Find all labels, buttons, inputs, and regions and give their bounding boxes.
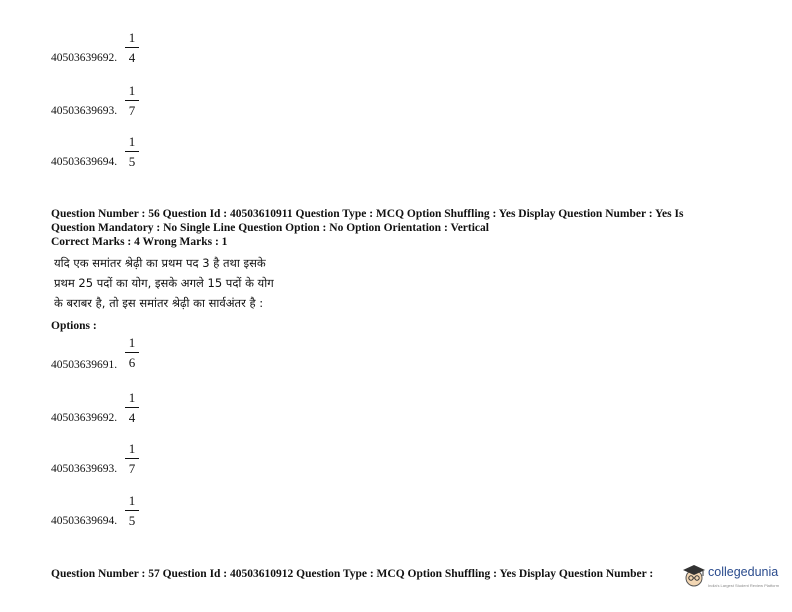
fraction-bar — [125, 47, 139, 48]
fraction-denominator: 5 — [128, 154, 136, 169]
option-id: 40503639692. — [51, 412, 118, 424]
option-id: 40503639694. — [51, 515, 118, 527]
brand-name: collegedunia — [708, 565, 779, 579]
question-text-line2: प्रथम 25 पदों का योग, इसके अगले 15 पदों के योग — [54, 276, 274, 290]
option-id: 40503639691. — [51, 359, 118, 371]
question-meta-line1: Question Number : 56 Question Id : 40503610911 Question Type : MCQ Option Shuffling : Yes Display Question Number : Yes Is — [51, 208, 684, 220]
fraction-numerator: 1 — [128, 83, 136, 98]
option-fraction — [125, 442, 139, 475]
option-fraction — [125, 391, 139, 424]
fraction-denominator: 4 — [128, 410, 136, 425]
fraction-numerator: 1 — [128, 493, 136, 508]
fraction-numerator: 1 — [128, 441, 136, 456]
question-marks: Correct Marks : 4 Wrong Marks : 1 — [51, 236, 228, 248]
option-fraction — [125, 31, 139, 64]
option-fraction — [125, 336, 139, 369]
fraction-bar — [125, 407, 139, 408]
fraction-bar — [125, 151, 139, 152]
option-fraction — [125, 494, 139, 527]
brand-tagline: India's Largest Student Review Platform — [708, 583, 780, 588]
fraction-numerator: 1 — [128, 30, 136, 45]
option-fraction — [125, 135, 139, 168]
fraction-denominator: 7 — [128, 103, 136, 118]
option-id: 40503639693. — [51, 105, 118, 117]
options-label: Options : — [51, 320, 97, 332]
question-text-line1: यदि एक समांतर श्रेढ़ी का प्रथम पद 3 है तथा इसके — [54, 256, 266, 270]
fraction-bar — [125, 458, 139, 459]
fraction-numerator: 1 — [128, 134, 136, 149]
fraction-bar — [125, 352, 139, 353]
fraction-bar — [125, 510, 139, 511]
question-text-line3: के बराबर है, तो इस समांतर श्रेढ़ी का सार्वअंतर है : — [54, 296, 264, 310]
question-meta-line2: Question Mandatory : No Single Line Question Option : No Option Orientation : Vertical — [51, 222, 489, 234]
option-id: 40503639693. — [51, 463, 118, 475]
fraction-denominator: 4 — [128, 50, 136, 65]
collegedunia-watermark — [676, 556, 792, 596]
option-id: 40503639694. — [51, 156, 118, 168]
graduate-cap-icon — [680, 562, 708, 590]
fraction-numerator: 1 — [128, 335, 136, 350]
fraction-numerator: 1 — [128, 390, 136, 405]
fraction-bar — [125, 100, 139, 101]
fraction-denominator: 7 — [128, 461, 136, 476]
option-fraction — [125, 84, 139, 117]
fraction-denominator: 5 — [128, 513, 136, 528]
question-57-meta: Question Number : 57 Question Id : 40503610912 Question Type : MCQ Option Shuffling : Yes Display Question Number : — [51, 568, 654, 580]
fraction-denominator: 6 — [128, 355, 136, 370]
option-id: 40503639692. — [51, 52, 118, 64]
